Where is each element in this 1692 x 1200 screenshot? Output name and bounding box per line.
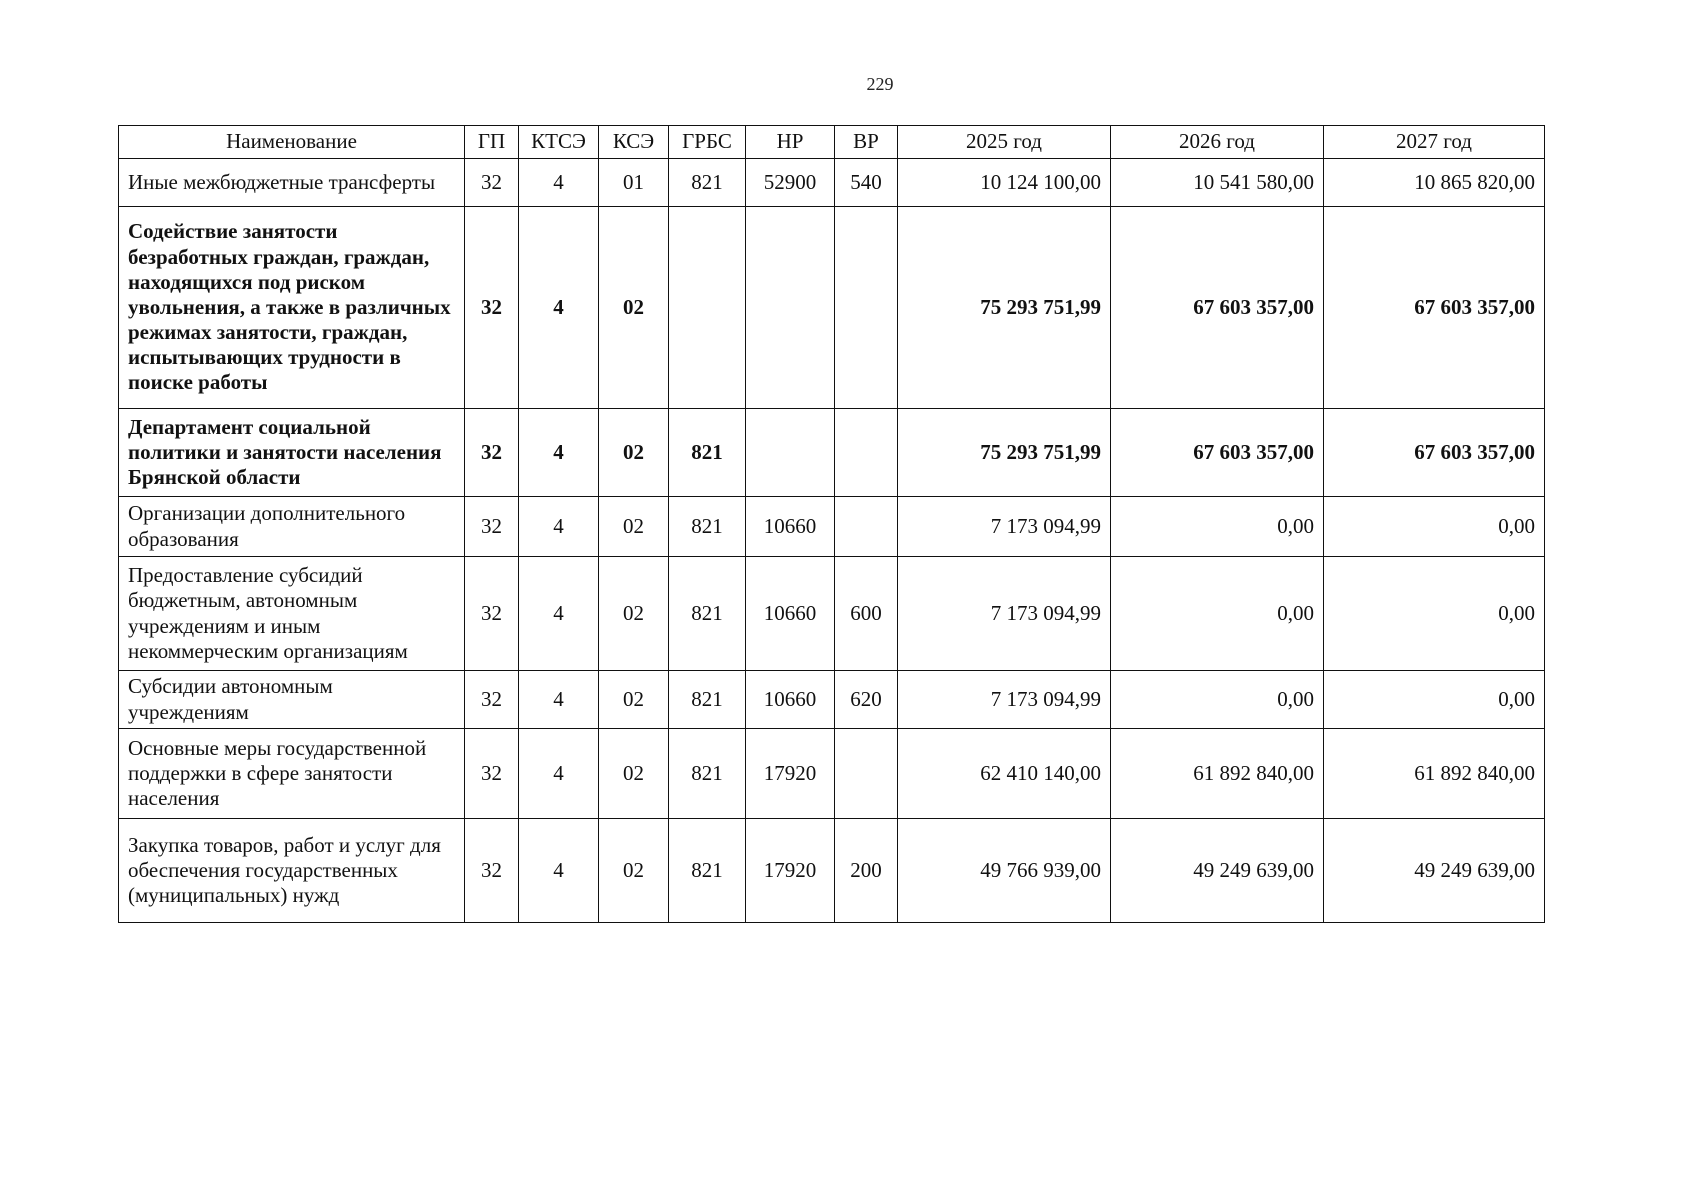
cell-kse: 02 xyxy=(599,557,669,671)
cell-vr xyxy=(835,497,898,557)
cell-gp: 32 xyxy=(465,819,519,923)
cell-grbs: 821 xyxy=(669,671,746,729)
cell-2027: 61 892 840,00 xyxy=(1324,729,1545,819)
cell-ktse: 4 xyxy=(519,819,599,923)
header-ktse: КТСЭ xyxy=(519,126,599,159)
cell-nr: 10660 xyxy=(746,557,835,671)
cell-ktse: 4 xyxy=(519,671,599,729)
cell-2026: 49 249 639,00 xyxy=(1111,819,1324,923)
cell-2027: 0,00 xyxy=(1324,671,1545,729)
cell-vr xyxy=(835,729,898,819)
cell-2027: 0,00 xyxy=(1324,557,1545,671)
cell-2026: 67 603 357,00 xyxy=(1111,409,1324,497)
cell-2026: 0,00 xyxy=(1111,497,1324,557)
header-gp: ГП xyxy=(465,126,519,159)
table-row xyxy=(119,159,1545,207)
cell-vr xyxy=(835,409,898,497)
cell-gp: 32 xyxy=(465,729,519,819)
cell-2026: 10 541 580,00 xyxy=(1111,159,1324,207)
header-row xyxy=(119,126,1545,159)
cell-nr: 10660 xyxy=(746,497,835,557)
cell-2026: 61 892 840,00 xyxy=(1111,729,1324,819)
cell-ktse: 4 xyxy=(519,409,599,497)
cell-2025: 7 173 094,99 xyxy=(898,497,1111,557)
cell-nr: 17920 xyxy=(746,819,835,923)
cell-nr xyxy=(746,409,835,497)
cell-2025: 7 173 094,99 xyxy=(898,671,1111,729)
cell-ktse: 4 xyxy=(519,207,599,409)
cell-name: Иные межбюджетные трансферты xyxy=(119,159,465,207)
cell-vr: 600 xyxy=(835,557,898,671)
table-row xyxy=(119,207,1545,409)
header-grbs: ГРБС xyxy=(669,126,746,159)
cell-2027: 0,00 xyxy=(1324,497,1545,557)
cell-nr: 52900 xyxy=(746,159,835,207)
cell-ktse: 4 xyxy=(519,159,599,207)
cell-ktse: 4 xyxy=(519,557,599,671)
cell-gp: 32 xyxy=(465,159,519,207)
page-number: 229 xyxy=(866,74,894,94)
cell-nr xyxy=(746,207,835,409)
cell-2027: 10 865 820,00 xyxy=(1324,159,1545,207)
cell-nr: 17920 xyxy=(746,729,835,819)
header-nr: НР xyxy=(746,126,835,159)
cell-kse: 02 xyxy=(599,819,669,923)
cell-2026: 67 603 357,00 xyxy=(1111,207,1324,409)
cell-2025: 7 173 094,99 xyxy=(898,557,1111,671)
cell-2026: 0,00 xyxy=(1111,557,1324,671)
cell-kse: 01 xyxy=(599,159,669,207)
cell-2027: 67 603 357,00 xyxy=(1324,207,1545,409)
cell-2025: 49 766 939,00 xyxy=(898,819,1111,923)
cell-name: Организации дополнительного образования xyxy=(119,497,465,557)
header-2027: 2027 год xyxy=(1324,126,1545,159)
header-2026: 2026 год xyxy=(1111,126,1324,159)
cell-kse: 02 xyxy=(599,207,669,409)
table-row xyxy=(119,497,1545,557)
header-2025: 2025 год xyxy=(898,126,1111,159)
cell-name: Закупка товаров, работ и услуг для обеспечения государственных (муниципальных) нужд xyxy=(119,819,465,923)
cell-grbs: 821 xyxy=(669,409,746,497)
cell-gp: 32 xyxy=(465,557,519,671)
cell-gp: 32 xyxy=(465,497,519,557)
cell-2027: 49 249 639,00 xyxy=(1324,819,1545,923)
cell-gp: 32 xyxy=(465,207,519,409)
cell-vr xyxy=(835,207,898,409)
cell-kse: 02 xyxy=(599,409,669,497)
cell-grbs: 821 xyxy=(669,557,746,671)
cell-name: Основные меры государственной поддержки в сфере занятости населения xyxy=(119,729,465,819)
cell-grbs: 821 xyxy=(669,819,746,923)
cell-vr: 200 xyxy=(835,819,898,923)
cell-gp: 32 xyxy=(465,409,519,497)
header-vr: ВР xyxy=(835,126,898,159)
cell-2025: 75 293 751,99 xyxy=(898,207,1111,409)
cell-ktse: 4 xyxy=(519,729,599,819)
table-row xyxy=(119,671,1545,729)
cell-ktse: 4 xyxy=(519,497,599,557)
cell-grbs: 821 xyxy=(669,159,746,207)
cell-grbs: 821 xyxy=(669,729,746,819)
cell-name: Предоставление субсидий бюджетным, автономным учреждениям и иным некоммерческим организациям xyxy=(119,557,465,671)
cell-kse: 02 xyxy=(599,497,669,557)
cell-kse: 02 xyxy=(599,671,669,729)
cell-grbs: 821 xyxy=(669,497,746,557)
table-row xyxy=(119,409,1545,497)
cell-2025: 62 410 140,00 xyxy=(898,729,1111,819)
cell-2026: 0,00 xyxy=(1111,671,1324,729)
cell-2025: 10 124 100,00 xyxy=(898,159,1111,207)
cell-name: Субсидии автономным учреждениям xyxy=(119,671,465,729)
cell-grbs xyxy=(669,207,746,409)
cell-2025: 75 293 751,99 xyxy=(898,409,1111,497)
cell-name: Содействие занятости безработных граждан, граждан, находящихся под риском увольнения, а также в различных режимах занятости, граждан, испытывающих трудности в поиске работы xyxy=(119,207,465,409)
cell-nr: 10660 xyxy=(746,671,835,729)
table-row xyxy=(119,557,1545,671)
cell-gp: 32 xyxy=(465,671,519,729)
budget-table xyxy=(118,125,1545,923)
cell-vr: 540 xyxy=(835,159,898,207)
header-kse: КСЭ xyxy=(599,126,669,159)
header-name: Наименование xyxy=(119,126,465,159)
table-row xyxy=(119,729,1545,819)
cell-name: Департамент социальной политики и занятости населения Брянской области xyxy=(119,409,465,497)
table-body xyxy=(119,159,1545,923)
table-row xyxy=(119,819,1545,923)
cell-2027: 67 603 357,00 xyxy=(1324,409,1545,497)
cell-vr: 620 xyxy=(835,671,898,729)
cell-kse: 02 xyxy=(599,729,669,819)
